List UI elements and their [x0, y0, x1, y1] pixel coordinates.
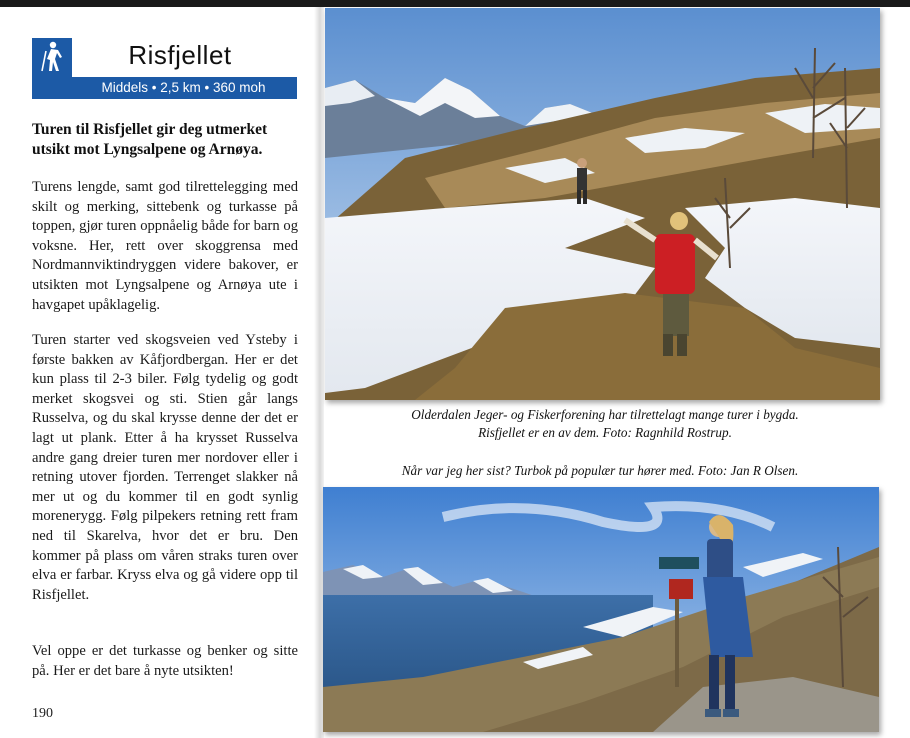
- page-title: Risfjellet: [128, 40, 232, 70]
- caption-bottom-photo: Når var jeg her sist? Turbok på populær tur hører med. Foto: Jan R Olsen.: [401, 463, 799, 478]
- caption-top-photo: [380, 406, 830, 442]
- lead-paragraph: Turen til Risfjellet gir deg utmerket utsikt mot Lyngsalpene og Arnøya.: [32, 121, 268, 158]
- body-paragraph-3: Vel oppe er det turkasse og benker og sitte på. Her er det bare å nyte utsikten!: [32, 643, 298, 679]
- hiker-icon: [32, 38, 72, 78]
- trip-stats-bar: [32, 77, 297, 99]
- caption-top-line-2: Risfjellet er en av dem. Foto: Ragnhild Rostrup.: [478, 425, 732, 440]
- caption-top-line-1: Olderdalen Jeger- og Fiskerforening har tilrettelagt mange turer i bygda.: [411, 407, 799, 422]
- body-paragraph-1: Turens lengde, samt god tilrettelegging med skilt og merking, sittebenk og turkasse på toppen, gjør turen oppnåelig både for barn og voksne. Her, rett over skoggrensa med Nordmannviktindryggen videre bakover, er utsikten mot Lyngsalpene og Arnøya ute i havgapet upåklagelig.: [32, 179, 298, 313]
- body-paragraph-2: Turen starter ved skogsveien ved Ysteby i første bakken av Kåfjordbergan. Her er det kun plass til 2-3 biler. Følg tydelig og godt merket skogsvei og sti. Stien går langs Russelva, og du skal krysse denne der det er lagt ut plank. Etter å ha krysset Russelva andre gang dreier turen mer nordover eller i retning utover fjorden. Terrenget slakker nå mer ut og du kommer til en godt synlig morenerygg. Følg pilpekers retning rett fram ned til Skarelva, hvor det er bru. Den kommer på plass om våren straks turen over elva er farbar. Kryss elva og gå videre opp til Risfjellet.: [32, 332, 298, 603]
- trip-stats: Middels • 2,5 km • 360 moh: [101, 80, 266, 95]
- page-number: 190: [32, 706, 53, 721]
- fjord-view-summit-photo: [323, 487, 879, 732]
- snowy-mountain-hike-photo: [325, 8, 880, 400]
